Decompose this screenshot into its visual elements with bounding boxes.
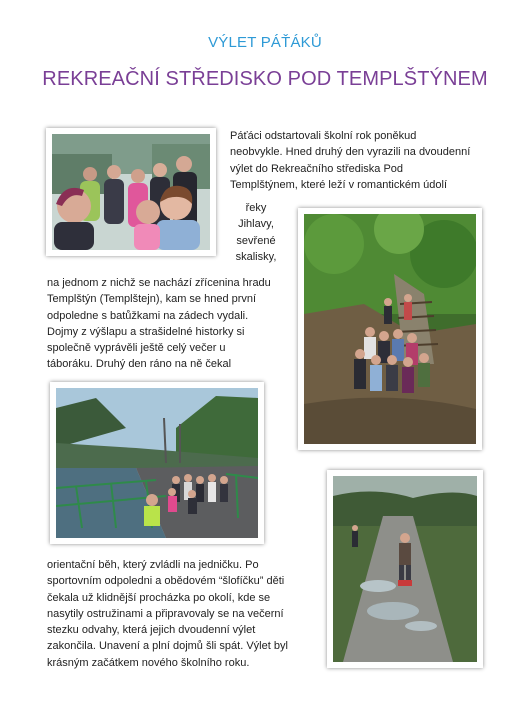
article-kicker: VÝLET PÁŤÁKŮ [208,34,322,51]
text-line: Dojmy z výšlapu a strašidelné historky si [47,325,245,338]
text-line: Templštýn (Templštejn), kam se hned první [47,293,257,306]
article-title: REKREAČNÍ STŘEDISKO POD TEMPLŠTÝNEM [42,68,488,90]
text-line: Páťáci odstartovali školní rok poněkud [230,130,417,142]
text-line: nasytily ostružinami a připravovaly se na večerní [47,607,284,620]
text-line: čekala už klidnější procházka po okolí, kde se [47,591,271,604]
text-line: sportovním odpoledni a obědovém “šlofíčku” děti [47,575,285,588]
text-line: neobvykle. Hned druhý den vyrazili na dvoudenní [230,146,471,159]
text-line: odpoledne s batůžkami na zádech vydali. [47,309,249,322]
text-line: na jednom z nichž se nachází zřícenina hradu [47,277,271,289]
text-line: Templštýnem, které leží v romantickém údolí [230,178,448,191]
text-line: společně vyprávěli ještě celý večer u [47,342,226,355]
text-line: táboráku. Druhý den ráno na ně čekal [47,358,232,371]
text-line: výlet do Rekreačního střediska Pod [230,162,404,175]
text-line: zakončila. Unavení a plní dojmů šli spát. Výlet byl [47,640,288,653]
text-line: skalisky, [235,250,277,263]
text-line: stezku odvahy, která jejich dvoudenní výlet [47,624,256,637]
group-selfie-photo [46,128,216,256]
article-paragraph-1-cont [47,275,287,373]
forest-stairs-photo [298,208,482,450]
text-line: Jihlavy, [238,218,274,231]
river-bridge-photo [50,382,264,544]
text-line: krásným začátkem nového školního roku. [47,656,250,669]
text-line: sevřené [236,234,276,247]
text-line: řeky [245,202,267,214]
muddy-road-photo [327,470,483,668]
article-paragraph-1 [230,128,492,193]
article-paragraph-1-narrow [226,200,286,265]
article-paragraph-2 [47,557,312,671]
text-line: orientační běh, který zvládli na jedničku. Po [47,559,259,571]
